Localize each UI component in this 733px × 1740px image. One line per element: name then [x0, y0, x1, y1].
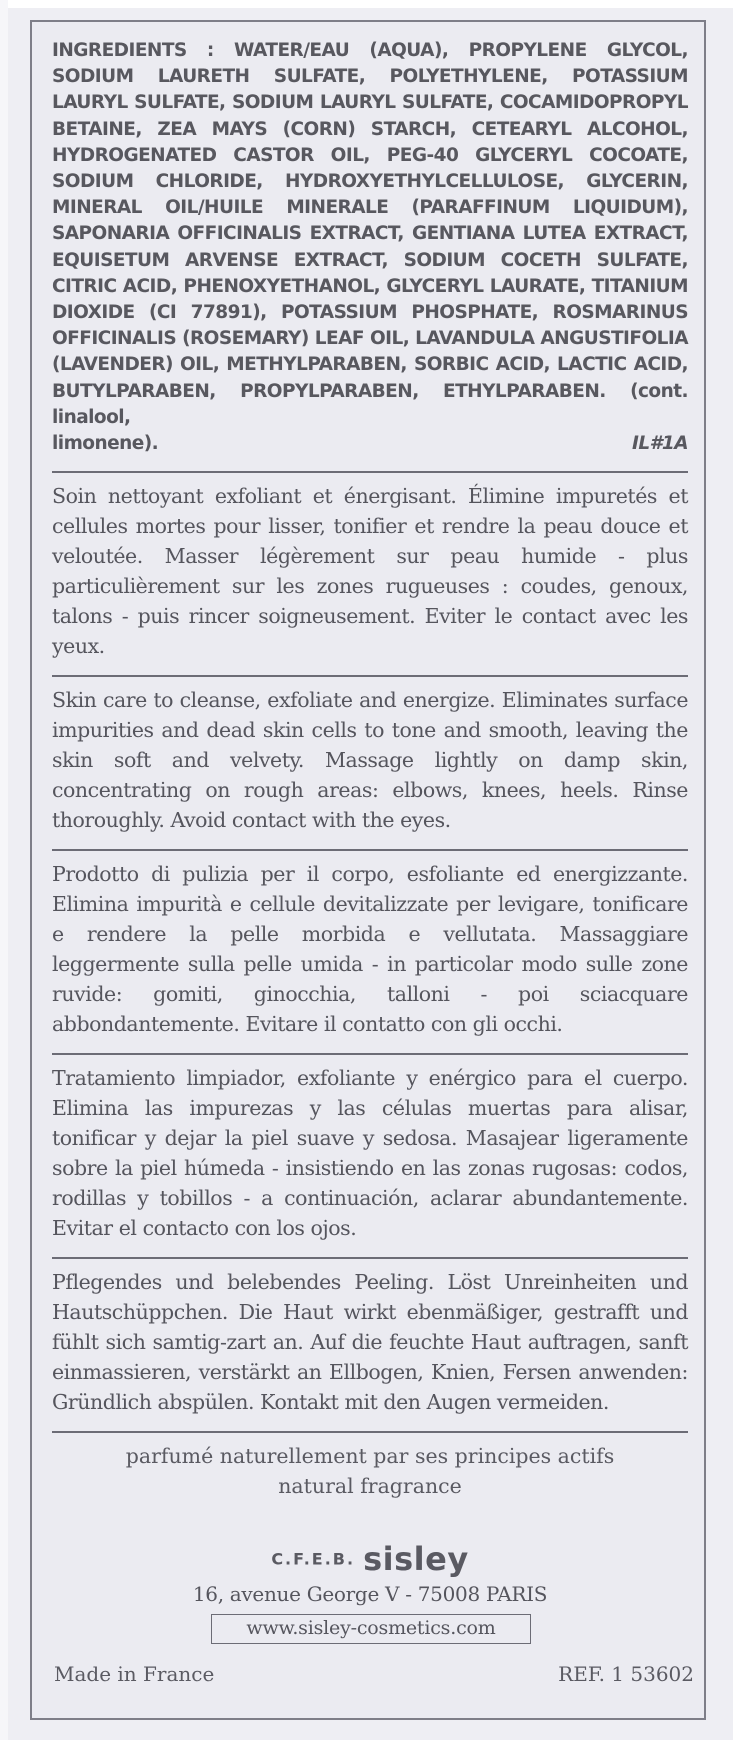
- brand-logo: sisley: [363, 1540, 469, 1578]
- ingredients-tail: limonene).: [52, 433, 159, 455]
- fragrance-en: natural fragrance: [278, 1474, 462, 1499]
- ingredients-last-line: [52, 431, 688, 457]
- company-name: C.F.E.B.: [271, 1549, 356, 1569]
- label-content: [52, 38, 688, 1501]
- panel-left-edge: [0, 0, 8, 1740]
- description-fr: Soin nettoyant exfoliant et énergisant. Élimine impuretés et cellules mortes pour lisser, tonifier et rendre la peau douce et veloutée. Masser légèrement sur peau humide - plus particulièrement sur les zones rugueuses : coudes, genoux, talons - puis rincer soigneusement. Eviter le contact avec les yeux.: [52, 484, 688, 659]
- ingredients-cont: (cont. linalool,: [52, 380, 688, 428]
- description-it: Prodotto di pulizia per il corpo, esfoliante ed energizzante. Elimina impurità e cellule devitalizzate per levigare, tonificare e rendere la pelle morbida e vellutata. Massaggiare leggermente sulla pelle umida - in particolar modo sulle zone ruvide: gomiti, ginocchia, talloni - poi sciacquare abbondantemente. Evitare il contatto con gli occhi.: [52, 862, 688, 1037]
- description-en: Skin care to cleanse, exfoliate and energize. Eliminates surface impurities and dead skin cells to tone and smooth, leaving the skin soft and velvety. Massage lightly on damp skin, concentrating on rough areas: elbows, knees, heels. Rinse thoroughly. Avoid contact with the eyes.: [52, 688, 688, 833]
- description-de: Pflegendes und belebendes Peeling. Löst Unreinheiten und Hautschüppchen. Die Haut wirkt ebenmäßiger, gestrafft und fühlt sich samtig-zart an. Auf die feuchte Haut auftragen, sanft einmassieren, verstärkt an Ellbogen, Knien, Fersen anwenden: Gründlich abspülen. Kontakt mit den Augen vermeiden.: [52, 1270, 688, 1415]
- ingredients-list: [52, 38, 688, 431]
- description-es: Tratamiento limpiador, exfoliante y enérgico para el cuerpo. Elimina las impurezas y las células muertas para alisar, tonificar y dejar la piel suave y sedosa. Masajear ligeramente sobre la piel húmeda - insistiendo en las zonas rugosas: codos, rodillas y tobillos - a continuación, aclarar abundantemente. Evitar el contacto con los ojos.: [52, 1066, 688, 1241]
- origin-label: Made in France: [54, 1662, 215, 1686]
- fragrance-fr: parfumé naturellement par ses principes actifs: [125, 1444, 615, 1469]
- company-address: 16, avenue George V - 75008 PARIS: [192, 1582, 548, 1606]
- brand-line: [52, 1540, 688, 1578]
- divider: [52, 1053, 688, 1055]
- ingredients-code: IL#1A: [632, 433, 688, 455]
- reference-number: REF. 1 53602: [558, 1662, 694, 1686]
- footer: [54, 1662, 694, 1686]
- divider: [52, 675, 688, 677]
- ingredients-text: INGREDIENTS : WATER/EAU (AQUA), PROPYLENE GLYCOL, SODIUM LAURETH SULFATE, POLYETHYLENE, POTASSIUM LAURYL SULFATE, SODIUM LAURYL SULFATE, COCAMIDOPROPYL BETAINE, ZEA MAYS (CORN) STARCH, CETEARYL ALCOHOL, HYDROGENATED CASTOR OIL, PEG-40 GLYCERYL COCOATE, SODIUM CHLORIDE, HYDROXYETHYLCELLULOSE, GLYCERIN, MINERAL OIL/HUILE MINERALE (PARAFFINUM LIQUIDUM), SAPONARIA OFFICINALIS EXTRACT, GENTIANA LUTEA EXTRACT, EQUISETUM ARVENSE EXTRACT, SODIUM COCETH SULFATE, CITRIC ACID, PHENOXYETHANOL, GLYCERYL LAURATE, TITANIUM DIOXIDE (CI 77891), POTASSIUM PHOSPHATE, ROSMARINUS OFFICINALIS (ROSEMARY) LEAF OIL, LAVANDULA ANGUSTIFOLIA (LAVENDER) OIL, METHYLPARABEN, SORBIC ACID, LACTIC ACID, BUTYLPARABEN, PROPYLPARABEN, ETHYLPARABEN.: [52, 40, 688, 402]
- divider: [52, 1431, 688, 1433]
- panel-top-edge: [0, 0, 733, 8]
- divider: [52, 849, 688, 851]
- divider: [52, 1257, 688, 1259]
- divider: [52, 471, 688, 473]
- website-link[interactable]: www.sisley-cosmetics.com: [211, 1614, 531, 1644]
